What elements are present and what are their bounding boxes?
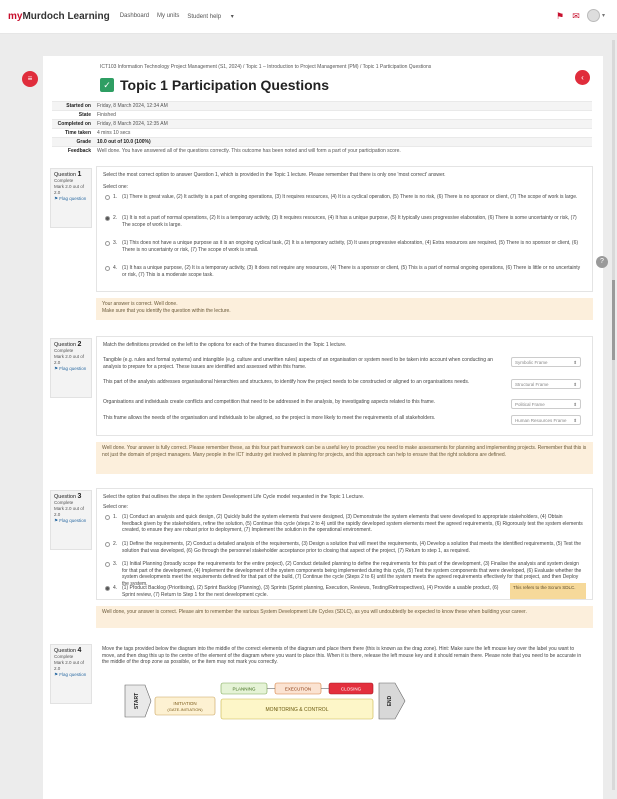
- initiation-label: INITIATION: [173, 701, 197, 706]
- radio-button[interactable]: [105, 266, 110, 271]
- match-row: This frame allows the needs of the organisation and individuals to be aligned, so the project is more likely to meet the requirements of all stakeholders. Human Resources Frame ⬍: [103, 415, 583, 429]
- primary-nav: [120, 13, 250, 20]
- answer-option[interactable]: 4. (1) Product Backlog (Prioritising), (2) Sprint Backlog (Planning), (3) Sprints (Sprint planning, Execution, Reviews, Testing/Retrospectives), (4) Provide a usable product, (6) Sprint review, (7) Return to Step 1 for the next development cycle.: [105, 585, 502, 598]
- feedback-box: Your answer is correct. Well done. Make sure that you identify the question within the lecture.: [96, 298, 593, 320]
- summary-row: Completed on Friday, 8 March 2024, 12:35 AM: [52, 120, 592, 129]
- chevron-down-icon: ⬍: [573, 418, 577, 423]
- question-text: Select the most correct option to answer Question 1, which is provided in the Topic 1 lecture. Please remember that there is only one 'most correct' answer.: [103, 172, 446, 178]
- nav-dashboard[interactable]: Dashboard: [119, 13, 150, 19]
- question-info: Question 2 Complete Mark 2.0 out of 2.0 ⚑ Flag question: [50, 338, 92, 398]
- answer-option[interactable]: 2. (1) Define the requirements, (2) Conduct a detailed analysis of the requirements, (3) Design a solution that will meet the requirements, (4) Develop a solution that meets the identified requirements, (5) Test the solution that was developed, (6) Go through the personnel stakeholder acceptance prior to closing that aspect of the project, (7) Return to step 1, as required.: [105, 541, 584, 554]
- radio-button[interactable]: [105, 241, 110, 246]
- chevron-down-icon[interactable]: ▾: [601, 13, 605, 19]
- feedback-box: Well done. Your answer is fully correct. Please remember these, as this four part framework can be a useful key to proactive you need to make assessments for planning and implementing projects. Remember that this is not just the domain of project managers. Many people in the ICT industry get involved in planning for projects, and this approach can help to ensure that the right solutions are defined.: [96, 442, 593, 474]
- diagram-start-label: START: [134, 692, 140, 710]
- summary-row: Feedback Well done. You have answered all of the questions correctly. This outcome has been noted and will form a part of your participation score.: [52, 147, 592, 156]
- radio-button[interactable]: [105, 542, 110, 547]
- radio-button[interactable]: [105, 562, 110, 567]
- nav-student-help[interactable]: Student help ▾: [187, 14, 234, 20]
- summary-row: State Finished: [52, 111, 592, 120]
- chevron-left-icon[interactable]: ‹: [575, 70, 590, 85]
- question-text: Move the tags provided below the diagram into the middle of the correct elements of the diagram and place them there (this is known as the drag zone). Hint: Make sure the left mouse key over the label you want to move, and then drag this up to the centre of the element of the diagram where you want to place this. When it is there, release the left mouse key and it should remain there. Please note that you need to be accurate in the middle of the drop zone as possible, or the item may not mark you correctly.: [102, 646, 582, 665]
- question-info: Question 4 Complete Mark 2.0 out of 2.0 ⚑ Flag question: [50, 644, 92, 704]
- radio-button[interactable]: [105, 586, 110, 591]
- attempt-summary: [52, 101, 592, 155]
- question-info: Question 1 Complete Mark 2.0 out of 2.0 ⚑ Flag question: [50, 168, 92, 228]
- radio-button[interactable]: [105, 216, 110, 221]
- answer-option[interactable]: 3. (1) This does not have a unique purpose as it is an ongoing cyclical task, (2) It is a temporary activity, (3) It uses progressive elaboration, (4) Extra resources are required, (5) There is no sponsor or client, (6) There is no uncertainty or risk, (7) The scope of work is small.: [105, 240, 584, 253]
- question-3: [96, 488, 593, 600]
- user-avatar[interactable]: [587, 9, 600, 22]
- answer-option[interactable]: 2. (1) It is not a part of normal operations, (2) It is a temporary activity, (3) It requires resources, (4) It has a unique purpose, (5) It typically uses progressive elaboration, (6) There is some uncertainty or risk, (7) The scope of work is large.: [105, 215, 584, 228]
- match-row: Tangible (e.g. rules and formal systems) and intangible (e.g. culture and unwritten rules) aspects of an organisation or system need to be taken into account when conducting an analysis to prepare for a project. These issues are identified and assessed within this frame. Symbolic Frame ⬍: [103, 357, 583, 371]
- summary-row: Grade 10.0 out of 10.0 (100%): [52, 138, 592, 147]
- chevron-down-icon: ⬍: [573, 360, 577, 365]
- quiz-icon: ✓: [100, 78, 114, 92]
- summary-row: Time taken 4 mins 10 secs: [52, 129, 592, 138]
- match-select[interactable]: Structural Frame ⬍: [511, 379, 581, 389]
- match-row: Organisations and individuals create conflicts and competition that need to be addressed in the analysis, by investigating aspects related to this frame. Political Frame ⬍: [103, 399, 583, 413]
- messages-icon[interactable]: ✉: [572, 10, 580, 21]
- nav-my-units[interactable]: My units: [157, 13, 180, 19]
- answer-option[interactable]: 1. (1) Conduct an analysis and quick design, (2) Quickly build the system elements that were designed, (3) Demonstrate the system elements that were developed to appropriate stakeholders, (4) Obtain feedback given by the stakeholders, refine the solution, (5) Continue this cycle (steps 2 to 4) until the rapidly developed system elements meet the agreed requirements, (6) Rigorously test the system elements created, to ensure they are robust prior to deployment, (7) Implement the solution in the operational environment.: [105, 514, 584, 534]
- brand-logo[interactable]: myMurdoch Learning: [8, 11, 110, 22]
- match-row: This part of the analysis addresses organisational hierarchies and structures, to identify how the project needs to be constructed or aligned to an organisations needs. Structural Frame ⬍: [103, 379, 583, 393]
- initiation-sublabel: (GATE-INITIATION): [167, 707, 203, 712]
- user-tools: [549, 9, 605, 22]
- menu-icon[interactable]: ≡: [22, 71, 38, 87]
- page-scrollbar[interactable]: [612, 40, 615, 790]
- notifications-icon[interactable]: ⚑: [555, 10, 565, 21]
- closing-label: CLOSING: [340, 686, 362, 692]
- answer-tip: This refers to the Scrum SDLC.: [510, 583, 586, 599]
- page-title: Topic 1 Participation Questions: [120, 77, 329, 93]
- breadcrumb[interactable]: ICT103 Information Technology Project Management (S1, 2024) / Topic 1 – Introduction to Project Management (PM) / Topic 1 Participation Questions: [100, 64, 432, 70]
- summary-row: Started on Friday, 8 March 2024, 12:34 AM: [52, 102, 592, 111]
- planning-label: PLANNING: [232, 686, 256, 692]
- project-lifecycle-diagram: [121, 675, 419, 727]
- radio-button[interactable]: [105, 515, 110, 520]
- match-select[interactable]: Symbolic Frame ⬍: [511, 357, 581, 367]
- flag-question-link[interactable]: ⚑ Flag question: [54, 196, 87, 201]
- answer-option[interactable]: 4. (1) It has a unique purpose, (2) It is a temporary activity, (3) It does not require any resources, (4) There is a sponsor or client, (5) This is a part of normal ongoing operations, (6) There is little or no uncertainty or risk, (7) This is a moderate scope task.: [105, 265, 584, 278]
- question-text: Select the option that outlines the steps in the system Development Life Cycle model requested in the Topic 1 Lecture.: [103, 494, 365, 500]
- match-select[interactable]: Political Frame ⬍: [511, 399, 581, 409]
- chevron-down-icon: ⬍: [573, 402, 577, 407]
- chevron-down-icon: ⬍: [573, 382, 577, 387]
- flag-question-link[interactable]: ⚑ Flag question: [54, 672, 87, 677]
- answer-option[interactable]: 1. (1) There is great value, (2) It activity is a part of ongoing operations, (3) It requires resources, (4) It is a cyclical operation, (5) There is no risk, (6) There is no sponsor or client, (7) The scope of work is large.: [105, 194, 584, 201]
- question-1: [96, 166, 593, 292]
- select-one-label: Select one:: [103, 504, 129, 510]
- question-text: Match the definitions provided on the left to the options for each of the frames discussed in the Topic 1 lecture.: [103, 342, 347, 348]
- answer-option[interactable]: 3. (1) Initial Planning (broadly scope the requirements for the entire project), (2) Conduct detailed planning to define the requirements for this part of the development, (3) Finalise the analysis and system design for that part of the development, (4) Implement the development of the system components being implemented during this cycle, (5) Test the system components that were developed, (6) Evaluate whether the system developments meet the requirements defined for that part of the build, (7) Continue the cycle (Steps 2 to 6) until the system meets the agreed requirements effectively for that project, and then Deploy the system.: [105, 561, 584, 587]
- top-navbar: [0, 0, 617, 34]
- match-select[interactable]: Human Resources Frame ⬍: [511, 415, 581, 425]
- execution-label: EXECUTION: [284, 686, 312, 692]
- monitoring-label: MONITORING & CONTROL: [265, 707, 329, 713]
- initiation-box: [155, 697, 215, 715]
- page-header: [100, 77, 329, 93]
- feedback-box: Well done, your answer is correct. Please aim to remember the various System Development Life Cycles (SDLC), as you will undoubtedly be expected to know these when building your career.: [96, 606, 593, 628]
- diagram-end-label: END: [387, 695, 393, 707]
- flag-question-link[interactable]: ⚑ Flag question: [54, 518, 87, 523]
- question-2: [96, 336, 593, 436]
- question-info: Question 3 Complete Mark 2.0 out of 2.0 ⚑ Flag question: [50, 490, 92, 550]
- question-icon[interactable]: ?: [596, 256, 608, 268]
- scrollbar-thumb[interactable]: [612, 280, 615, 360]
- select-one-label: Select one:: [103, 184, 129, 190]
- flag-question-link[interactable]: ⚑ Flag question: [54, 366, 87, 371]
- radio-button[interactable]: [105, 195, 110, 200]
